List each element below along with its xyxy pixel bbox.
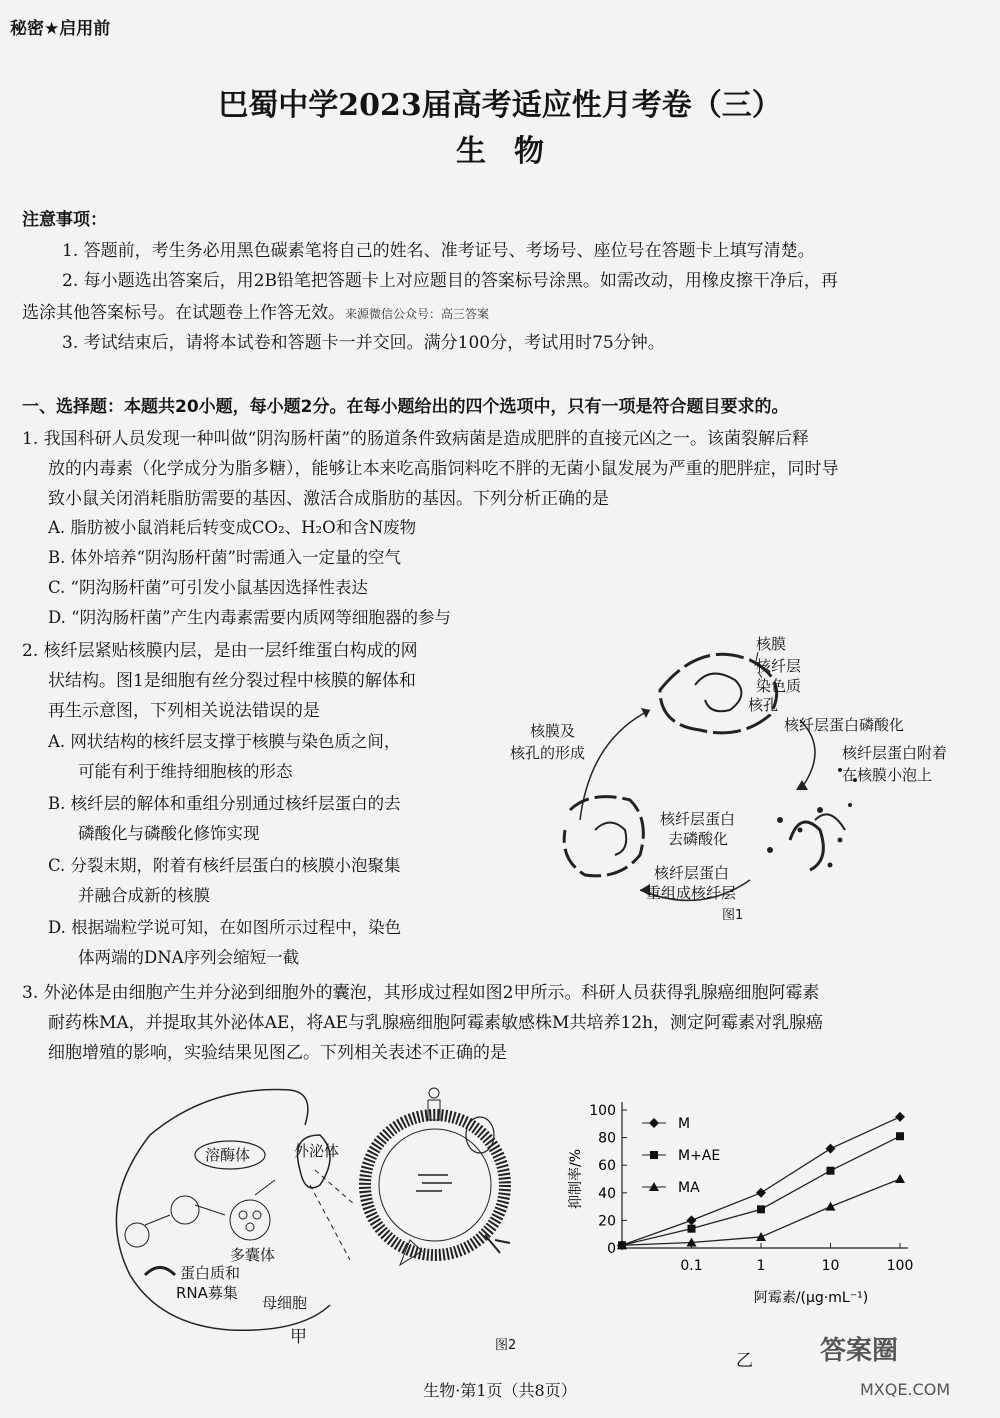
legend-label: M+AE [678,1148,721,1164]
q1-option-d: D. “阴沟肠杆菌”产生内毒素需要内质网等细胞器的参与 [48,608,452,627]
notice-heading: 注意事项： [22,210,107,230]
y-tick-label: 80 [598,1130,616,1147]
q2-option-c1: C. 分裂末期，附着有核纤层蛋白的核膜小泡聚集 [48,856,401,875]
fig2-label-recruit1: 蛋白质和 [180,1264,241,1282]
exam-title: 巴蜀中学2023届高考适应性月考卷（三） [218,88,782,123]
fig2-caption: 图2 [495,1338,517,1353]
data-point [757,1205,765,1213]
q3-line2: 耐药株MA，并提取其外泌体AE，将AE与乳腺癌细胞阿霉素敏感株M共培养12h，测定阿霉素对乳腺癌 [48,1013,824,1033]
y-tick-label: 60 [598,1158,616,1175]
fig1-label-dephos1: 核纤层蛋白 [660,810,736,828]
notice-item-1: 1. 答题前，考生务必用黑色碳素笔将自己的姓名、准考证号、考场号、座位号在答题卡上填写清楚。 [62,241,815,261]
fig1-label-reorg2: 重组成核纤层 [646,884,737,902]
data-point [687,1215,697,1225]
notice-item-2: 2. 每小题选出答案后，用2B铅笔把答题卡上对应题目的答案标号涂黑。如需改动，用橡皮擦干净后，再 [62,271,838,291]
fig1-label-lamina: 核纤层 [756,657,802,675]
notice-item-2b: 选涂其他答案标号。在试题卷上作答无效。 [22,303,345,323]
notice-item-2-cont [22,298,489,323]
x-tick-label: 0.1 [680,1258,703,1274]
y-tick-label: 100 [589,1103,616,1119]
data-point [688,1225,696,1233]
q3-line3: 细胞增殖的影响，实验结果见图乙。下列相关表述不正确的是 [48,1043,507,1063]
fig1-label-dephos2: 去磷酸化 [668,830,729,848]
data-point [826,1144,836,1154]
nucleus-bottom-left [564,797,643,876]
y-tick-label: 40 [598,1185,616,1202]
fig1-label-chromatin: 染色质 [756,677,802,695]
fig2-label-mvb: 多囊体 [230,1246,276,1264]
q2-option-b2: 磷酸化与磷酸化修饰实现 [78,824,260,843]
fig2-label-yi: 乙 [736,1351,753,1371]
legend-label: M [678,1116,691,1132]
fig2-label-recruit2: RNA募集 [176,1284,238,1302]
fig1-label-form1: 核膜及 [530,722,576,740]
data-point [756,1232,766,1241]
y-tick-label: 0 [607,1241,616,1257]
fig2-label-mother: 母细胞 [262,1294,308,1312]
watermark-url: MXQE.COM [860,1380,951,1399]
data-point [827,1167,835,1175]
data-point [895,1112,905,1122]
y-axis-label: 抑制率/% [568,1148,584,1210]
x-tick-label: 1 [756,1258,766,1274]
q2-line2: 状结构。图1是细胞有丝分裂过程中核膜的解体和 [48,671,416,691]
data-point [826,1202,836,1211]
subject-title: 生物 [456,134,572,169]
y-tick-label: 20 [598,1213,616,1230]
q2-option-c2: 并融合成新的核膜 [78,886,210,905]
q2-option-a2: 可能有利于维持细胞核的形态 [78,762,293,781]
q1-line2: 放的内毒素（化学成分为脂多糖），能够让本来吃高脂饲料吃不胖的无菌小鼠发展为严重的肥胖症，同时导 [48,459,839,479]
q2-option-d2: 体两端的DNA序列会缩短一截 [78,948,300,967]
fig1-label-attach2: 在核膜小泡上 [842,766,933,784]
fig1-label-membrane: 核膜 [756,635,787,653]
legend-label: MA [678,1180,700,1196]
fig1-caption: 图1 [722,908,744,923]
section-heading: 一、选择题：本题共20小题，每小题2分。在每小题给出的四个选项中，只有一项是符合题目要求的。 [22,397,789,417]
source-note: 来源微信公众号：高三答案 [345,307,490,321]
fig2-label-exosome: 外泌体 [294,1142,340,1160]
q1-option-b: B. 体外培养“阴沟肠杆菌”时需通入一定量的空气 [48,548,401,567]
q2-option-a1: A. 网状结构的核纤层支撑于核膜与染色质之间， [48,732,401,751]
q3-line1: 3. 外泌体是由细胞产生并分泌到细胞外的囊泡，其形成过程如图2甲所示。科研人员获得乳腺癌细胞阿霉素 [22,983,820,1003]
q2-line3: 再生示意图，下列相关说法错误的是 [48,701,320,721]
q1-option-c: C. “阴沟肠杆菌”可引发小鼠基因选择性表达 [48,578,368,597]
fig1-label-attach1: 核纤层蛋白附着 [842,744,948,762]
x-tick-label: 10 [821,1258,840,1274]
fig2-label-lysosome: 溶酶体 [205,1146,251,1164]
q1-line3: 致小鼠关闭消耗脂肪需要的基因、激活合成脂肪的基因。下列分析正确的是 [48,489,609,509]
fig2-label-jia: 甲 [290,1327,307,1347]
data-point [756,1188,766,1198]
q2-option-d1: D. 根据端粒学说可知，在如图所示过程中，染色 [48,918,402,937]
q2-line1: 2. 核纤层紧贴核膜内层，是由一层纤维蛋白构成的网 [22,641,418,661]
inhibition-line-chart [560,1090,920,1320]
q1-line1: 1. 我国科研人员发现一种叫做“阴沟肠杆菌”的肠道条件致病菌是造成肥胖的直接元凶之一。该菌裂解后释 [22,429,810,449]
data-point [896,1132,904,1140]
series-line-M [622,1117,900,1245]
figure-2-jia-diagram [100,1075,560,1345]
data-point [650,1151,658,1159]
fig1-label-form2: 核孔的形成 [510,744,586,762]
data-point [649,1118,659,1128]
fig1-label-reorg1: 核纤层蛋白 [654,864,730,882]
watermark-logo: 答案圈 [820,1336,899,1366]
x-axis-label: 阿霉素/(μg·mL⁻¹) [753,1290,869,1306]
page-footer: 生物·第1页（共8页） [423,1381,577,1400]
notice-item-3: 3. 考试结束后，请将本试卷和答题卡一并交回。满分100分，考试用时75分钟。 [62,333,665,353]
secret-label: 秘密★启用前 [10,19,111,39]
q2-option-b1: B. 核纤层的解体和重组分别通过核纤层蛋白的去 [48,794,401,813]
fig1-label-phos: 核纤层蛋白磷酸化 [784,716,905,734]
x-tick-label: 100 [886,1258,914,1274]
q1-option-a: A. 脂肪被小鼠消耗后转变成CO₂、H₂O和含N废物 [48,518,417,537]
data-point [895,1174,905,1183]
fig1-label-pore: 核孔 [748,696,779,714]
